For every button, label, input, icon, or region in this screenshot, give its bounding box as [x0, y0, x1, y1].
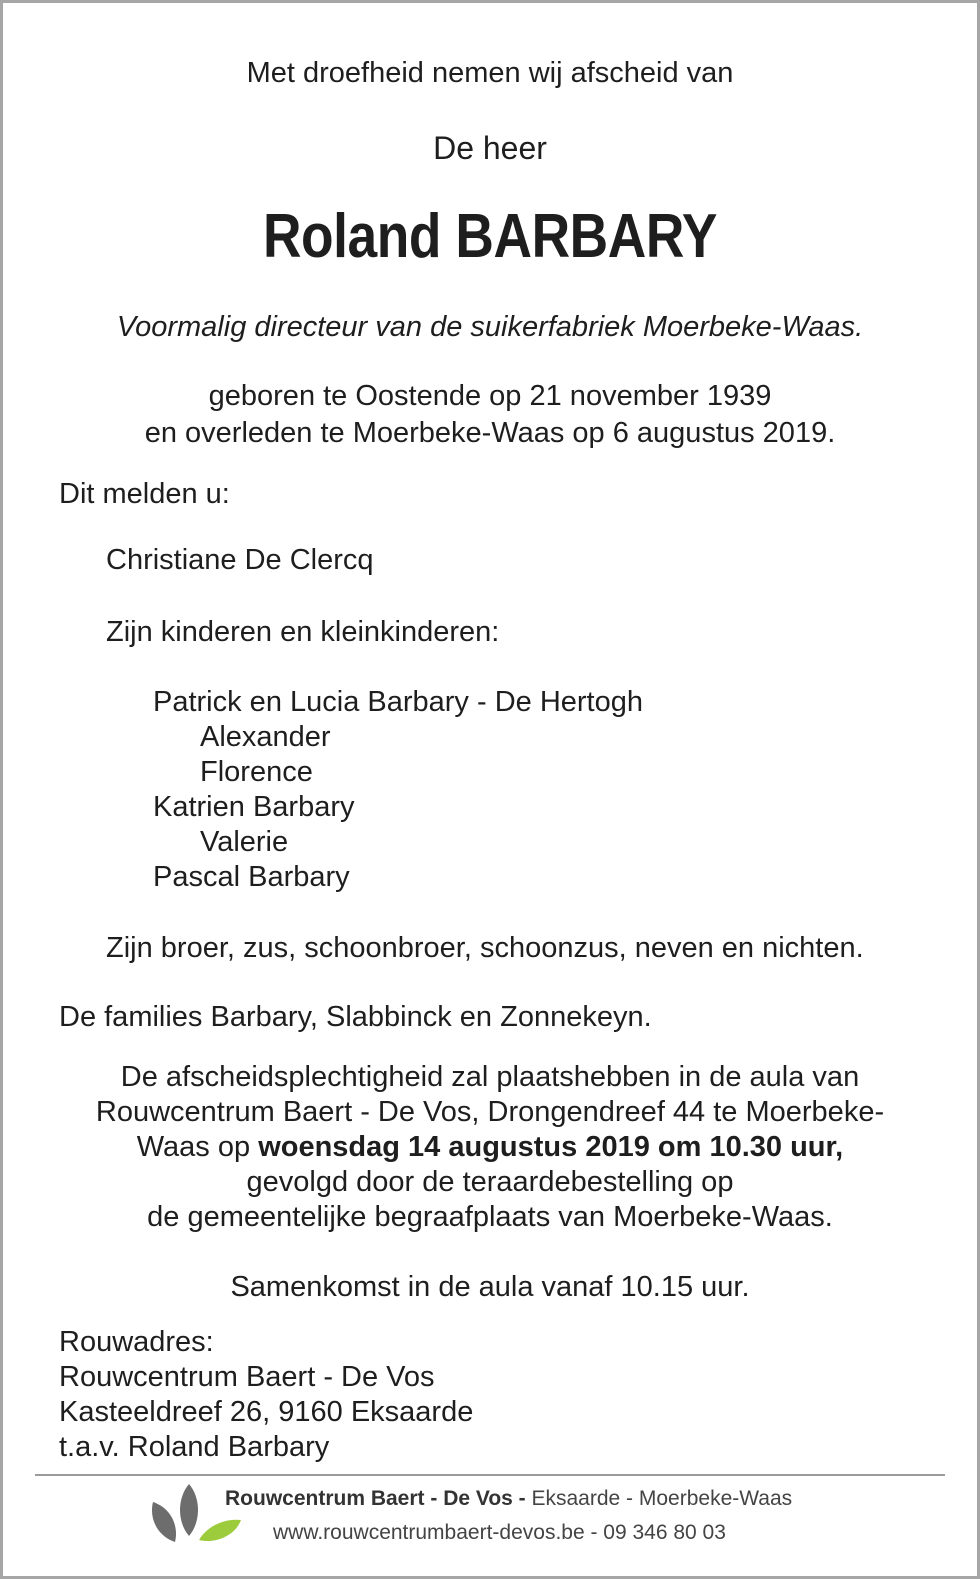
- death-info: en overleden te Moerbeke-Waas op 6 augustus 2019.: [144, 417, 836, 449]
- address-line: Rouwcentrum Baert - De Vos: [59, 1361, 435, 1393]
- birth-info: geboren te Oostende op 21 november 1939: [208, 380, 772, 412]
- family-member: Alexander: [200, 721, 331, 753]
- deceased-role: Voormalig directeur van de suikerfabriek Moerbeke-Waas.: [116, 311, 864, 343]
- logo-leaf-left: [152, 1502, 176, 1542]
- deceased-name: Roland BARBARY: [262, 202, 718, 271]
- ceremony-line: de gemeentelijke begraafplaats van Moerbeke-Waas.: [147, 1201, 833, 1233]
- footer-company-name: Rouwcentrum Baert - De Vos -: [225, 1487, 526, 1510]
- address-line: t.a.v. Roland Barbary: [59, 1431, 330, 1463]
- address-line: Kasteeldreef 26, 9160 Eksaarde: [59, 1396, 474, 1428]
- ceremony-line: gevolgd door de teraardebestelling op: [246, 1166, 734, 1198]
- family-member: Katrien Barbary: [153, 791, 355, 823]
- logo-leaf-right: [199, 1520, 241, 1541]
- announce-text: Dit melden u:: [59, 478, 230, 510]
- logo-leaf-middle: [180, 1484, 198, 1536]
- families-text: De families Barbary, Slabbinck en Zonnekeyn.: [59, 1001, 652, 1033]
- family-member: Valerie: [200, 826, 289, 858]
- children-label: Zijn kinderen en kleinkinderen:: [106, 616, 500, 648]
- ceremony-line: Rouwcentrum Baert - De Vos, Drongendreef 44 te Moerbeke-: [95, 1096, 885, 1128]
- ceremony-line: [3, 1130, 977, 1165]
- footer-divider: [35, 1474, 945, 1476]
- ceremony-info: [3, 1060, 977, 1235]
- footer-contact: www.rouwcentrumbaert-devos.be - 09 346 80 03: [273, 1521, 726, 1544]
- ceremony-datetime: woensdag 14 augustus 2019 om 10.30 uur,: [258, 1131, 844, 1163]
- family-member: Patrick en Lucia Barbary - De Hertogh: [153, 686, 643, 718]
- ceremony-line-prefix: Waas op: [136, 1131, 259, 1163]
- family-member: Pascal Barbary: [153, 861, 350, 893]
- family-member: Florence: [200, 756, 313, 788]
- family-list: [153, 685, 643, 895]
- footer-locations: Eksaarde - Moerbeke-Waas: [525, 1487, 793, 1510]
- address-label: Rouwadres:: [59, 1326, 214, 1358]
- ceremony-line: De afscheidsplechtigheid zal plaatshebben in de aula van: [120, 1061, 860, 1093]
- footer-company: [225, 1486, 792, 1512]
- mourning-address: [59, 1325, 473, 1465]
- gathering-text: Samenkomst in de aula vanaf 10.15 uur.: [230, 1271, 750, 1303]
- siblings-text: Zijn broer, zus, schoonbroer, schoonzus, neven en nichten.: [106, 932, 864, 964]
- honorific: De heer: [433, 130, 547, 166]
- partner-name: Christiane De Clercq: [106, 544, 374, 576]
- intro-text: Met droefheid nemen wij afscheid van: [246, 57, 734, 89]
